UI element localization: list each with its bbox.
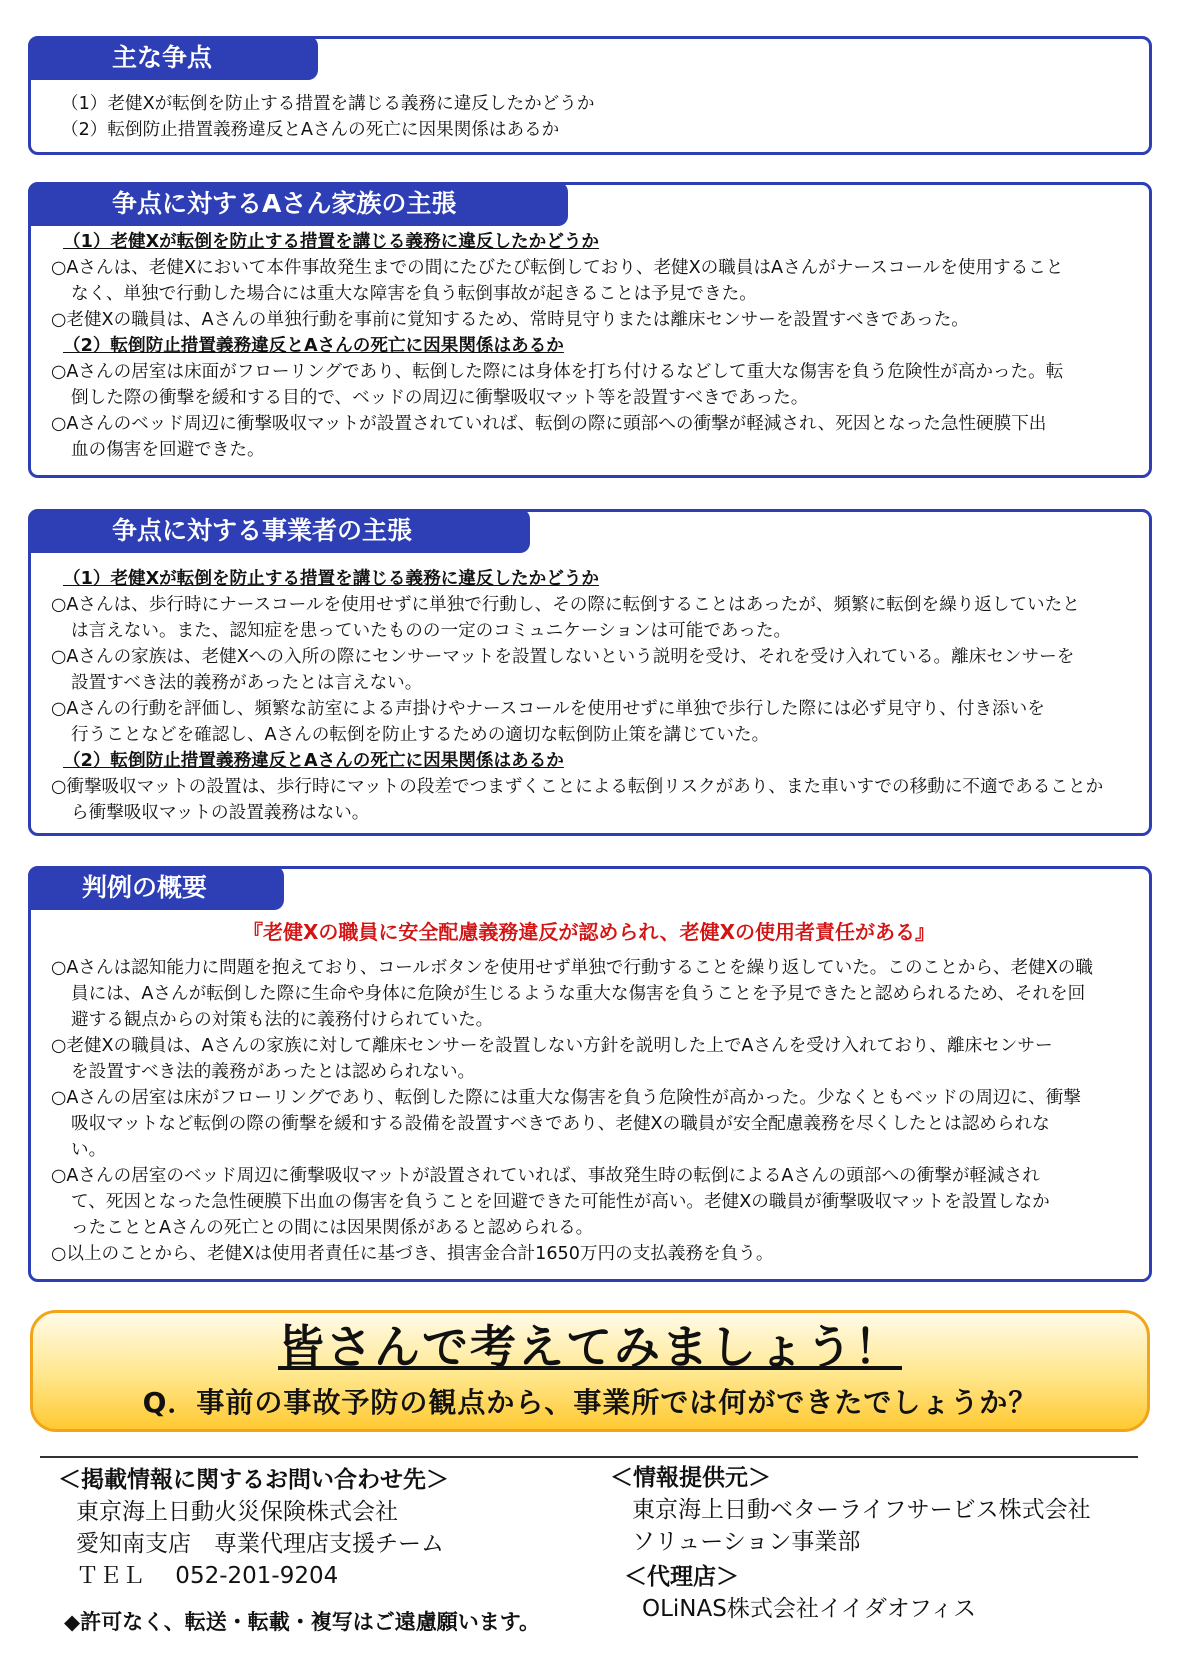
discussion-title: 皆さんで考えてみましょう！ (278, 1320, 902, 1374)
family-line: なく、単独で行動した場合には重大な障害を負う転倒事故が起きることは予見できた。 (71, 284, 757, 304)
ruling-line: ○Aさんの居室のベッド周辺に衝撃吸収マットが設置されていれば、事故発生時の転倒によるAさんの頭部への衝撃が軽減され (51, 1166, 1040, 1186)
issues-box (28, 36, 1152, 155)
ruling-line: て、死因となった急性硬膜下出血の傷害を負うことを回避できた可能性が高い。老健Xの職員が衝撃吸収マットを設置しなか (71, 1192, 1050, 1212)
family-line: ○老健Xの職員は、Aさんの単独行動を事前に覚知するため、常時見守りまたは離床センサーを設置すべきであった。 (51, 310, 969, 330)
issues-title: 主な争点 (112, 43, 213, 72)
family-sub-1: （1）老健Xが転倒を防止する措置を講じる義務に違反したかどうか (63, 232, 600, 252)
discussion-banner (30, 1310, 1150, 1432)
provider-block (610, 1462, 1091, 1558)
operator-claims-tab (28, 509, 530, 553)
ruling-line: 吸収マットなど転倒の際の衝撃を緩和する設備を設置すべきであり、老健Xの職員が安全配慮義務を尽くしたとは認められな (71, 1114, 1050, 1134)
operator-line: 設置すべき法的義務があったとは言えない。 (71, 673, 423, 693)
family-line: 倒した際の衝撃を緩和する目的で、ベッドの周辺に衝撃吸収マット等を設置すべきであった。 (71, 388, 809, 408)
operator-sub-1: （1）老健Xが転倒を防止する措置を講じる義務に違反したかどうか (63, 569, 600, 589)
family-sub-2: （2）転倒防止措置義務違反とAさんの死亡に因果関係はあるか (63, 336, 564, 356)
ruling-line: ○老健Xの職員は、Aさんの家族に対して離床センサーを設置しない方針を説明した上でAさんを受け入れており、離床センサー (51, 1036, 1053, 1056)
ruling-box (28, 866, 1152, 1282)
issues-tab (28, 36, 318, 80)
ruling-line: ったこととAさんの死亡との間には因果関係があると認められる。 (71, 1218, 594, 1238)
contact-company: 東京海上日動火災保険株式会社 (76, 1499, 398, 1525)
family-line: 血の傷害を回避できた。 (71, 440, 265, 460)
provider-dept: ソリューション事業部 (632, 1529, 861, 1555)
footer-divider (40, 1456, 1138, 1458)
ruling-line: い。 (71, 1140, 107, 1160)
ruling-line: ○Aさんは認知能力に問題を抱えており、コールボタンを使用せず単独で行動することを繰り返していた。このことから、老健Xの職 (51, 958, 1093, 978)
operator-line: ら衝撃吸収マットの設置義務はない。 (71, 803, 370, 823)
agency-header: ＜代理店＞ (624, 1564, 739, 1590)
ruling-line: 避する観点からの対策も法的に義務付けられていた。 (71, 1010, 494, 1030)
ruling-line: ○Aさんの居室は床がフローリングであり、転倒した際には重大な傷害を負う危険性が高かった。少なくともベッドの周辺に、衝撃 (51, 1088, 1081, 1108)
ruling-line: を設置すべき法的義務があったとは認められない。 (71, 1062, 476, 1082)
notice (64, 1606, 540, 1638)
contact-dept: 愛知南支店 専業代理店支援チーム (76, 1531, 444, 1557)
operator-line: ○Aさんは、歩行時にナースコールを使用せずに単独で行動し、その際に転倒することはあったが、頻繁に転倒を繰り返していたと (51, 595, 1080, 615)
family-line: ○Aさんのベッド周辺に衝撃吸収マットが設置されていれば、転倒の際に頭部への衝撃が軽減され、死因となった急性硬膜下出 (51, 414, 1047, 434)
agency-name: OLiNAS株式会社イイダオフィス (642, 1596, 977, 1622)
ruling-tab (28, 866, 284, 910)
operator-line: ○Aさんの行動を評価し、頻繁な訪室による声掛けやナースコールを使用せずに単独で歩行した際には必ず見守り、付き添いを (51, 699, 1045, 719)
ruling-line: 員には、Aさんが転倒した際に生命や身体に危険が生じるような重大な傷害を負うことを予見できたと認められるため、それを回 (71, 984, 1086, 1004)
contact-tel: ＴＥＬ 052-201-9204 (76, 1563, 339, 1589)
provider-header: ＜情報提供元＞ (610, 1465, 771, 1491)
operator-line: 行うことなどを確認し、Aさんの転倒を防止するための適切な転倒防止策を講じていた。 (71, 725, 770, 745)
family-claims-tab (28, 182, 568, 226)
family-line: ○Aさんの居室は床面がフローリングであり、転倒した際には身体を打ち付けるなどして重大な傷害を負う危険性が高かった。転 (51, 362, 1064, 382)
notice-text: ◆許可なく、転送・転載・複写はご遠慮願います。 (64, 1610, 541, 1634)
agency-block (624, 1561, 976, 1625)
family-claims-box (28, 182, 1152, 478)
discussion-question: Q．事前の事故予防の観点から、事業所では何ができたでしょうか？ (142, 1386, 1038, 1419)
ruling-title: 判例の概要 (82, 873, 208, 902)
family-claims-title: 争点に対するAさん家族の主張 (112, 189, 457, 218)
contact-block (58, 1464, 449, 1592)
operator-claims-box (28, 509, 1152, 836)
operator-line: ○衝撃吸収マットの設置は、歩行時にマットの段差でつまずくことによる転倒リスクがあり、また車いすでの移動に不適であることか (51, 777, 1104, 797)
operator-line: は言えない。また、認知症を患っていたものの一定のコミュニケーションは可能であった。 (71, 621, 792, 641)
operator-sub-2: （2）転倒防止措置義務違反とAさんの死亡に因果関係はあるか (63, 751, 564, 771)
operator-claims-title: 争点に対する事業者の主張 (112, 516, 413, 545)
issue-item-2: （2）転倒防止措置義務違反とAさんの死亡に因果関係はあるか (61, 120, 560, 140)
issue-item-1: （1）老健Xが転倒を防止する措置を講じる義務に違反したかどうか (61, 94, 595, 114)
operator-line: ○Aさんの家族は、老健Xへの入所の際にセンサーマットを設置しないという説明を受け、それを受け入れている。離床センサーを (51, 647, 1075, 667)
ruling-line: ○以上のことから、老健Xは使用者責任に基づき、損害金合計1650万円の支払義務を負う。 (51, 1244, 774, 1264)
family-line: ○Aさんは、老健Xにおいて本件事故発生までの間にたびたび転倒しており、老健Xの職員はAさんがナースコールを使用すること (51, 258, 1064, 278)
ruling-headline: 『老健Xの職員に安全配慮義務違反が認められ、老健Xの使用者責任がある』 (242, 920, 936, 944)
contact-header: ＜掲載情報に関するお問い合わせ先＞ (58, 1467, 449, 1493)
provider-company: 東京海上日動ベターライフサービス株式会社 (632, 1497, 1091, 1523)
